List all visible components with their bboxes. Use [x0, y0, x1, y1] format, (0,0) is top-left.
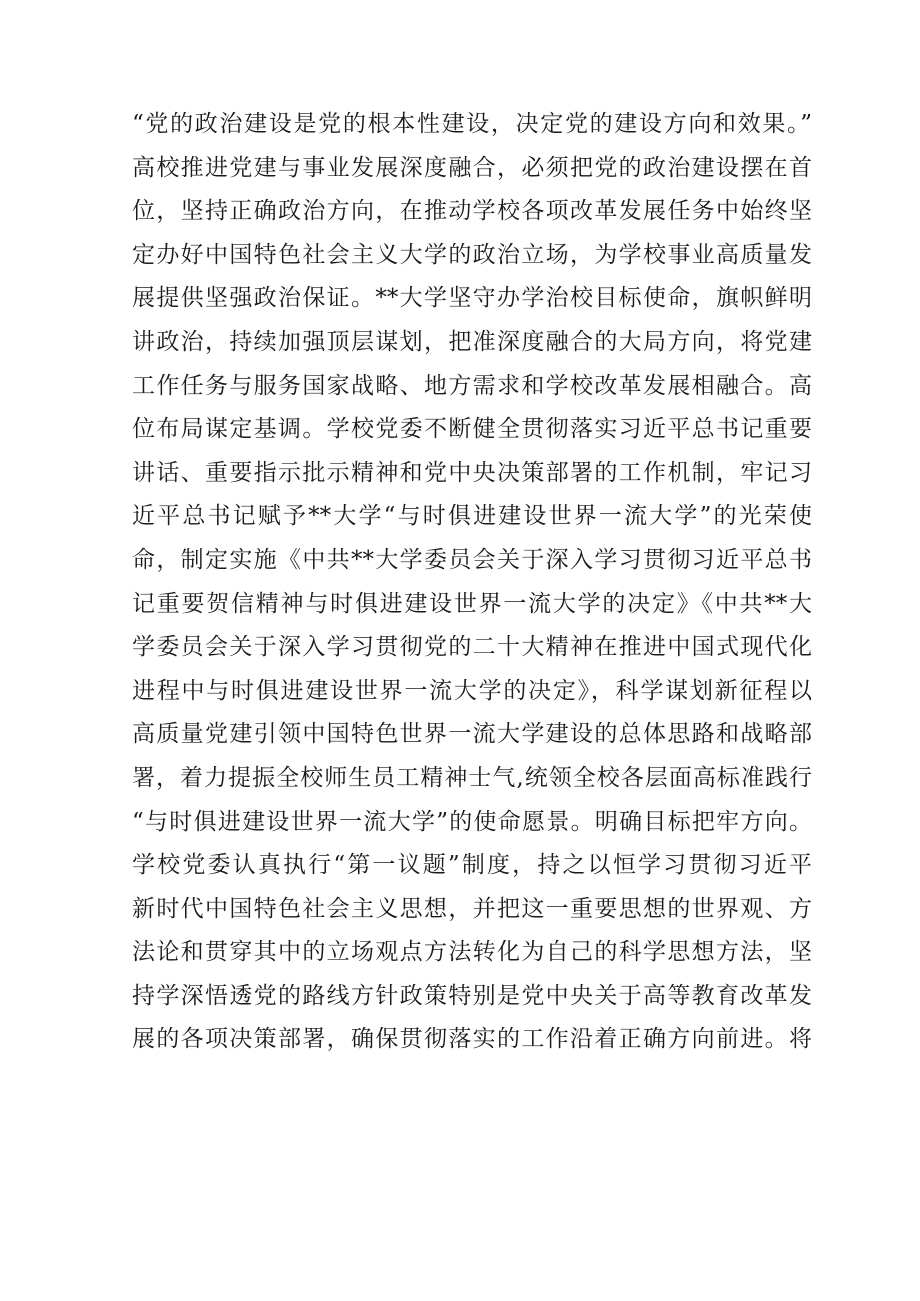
text-line-9: 讲话、重要指示批示精神和党中央决策部署的工作机制，牢记习	[132, 459, 812, 486]
text-line-6: 讲政治，持续加强顶层谋划，把准深度融合的大局方向，将党建	[132, 328, 812, 355]
text-line-5: 展提供坚强政治保证。**大学坚守办学治校目标使命，旗帜鲜明	[132, 285, 812, 312]
text-line-15: 高质量党建引领中国特色世界一流大学建设的总体思路和战略部	[132, 721, 812, 748]
text-line-21: 持学深悟透党的路线方针政策特别是党中央关于高等教育改革发	[132, 982, 812, 1009]
text-line-19: 新时代中国特色社会主义思想，并把这一重要思想的世界观、方	[132, 895, 812, 922]
text-line-14: 进程中与时俱进建设世界一流大学的决定》，科学谋划新征程以	[132, 677, 812, 704]
text-line-10: 近平总书记赋予**大学“与时俱进建设世界一流大学”的光荣使	[132, 503, 812, 530]
text-line-17: “与时俱进建设世界一流大学”的使命愿景。明确目标把牢方向。	[132, 808, 812, 835]
text-line-2: 高校推进党建与事业发展深度融合，必须把党的政治建设摆在首	[132, 154, 812, 181]
text-line-16: 署，着力提振全校师生员工精神士气,统领全校各层面高标准践行	[132, 764, 812, 791]
body-paragraph	[132, 103, 812, 1062]
text-line-18: 学校党委认真执行“第一议题”制度，持之以恒学习贯彻习近平	[132, 852, 812, 879]
text-line-4: 定办好中国特色社会主义大学的政治立场，为学校事业高质量发	[132, 241, 812, 268]
text-line-20: 法论和贯穿其中的立场观点方法转化为自己的科学思想方法，坚	[132, 939, 812, 966]
text-line-11: 命，制定实施《中共**大学委员会关于深入学习贯彻习近平总书	[132, 546, 812, 573]
text-line-13: 学委员会关于深入学习贯彻党的二十大精神在推进中国式现代化	[132, 634, 812, 661]
text-line-7: 工作任务与服务国家战略、地方需求和学校改革发展相融合。高	[132, 372, 812, 399]
text-line-1: “党的政治建设是党的根本性建设，决定党的建设方向和效果。”	[132, 111, 812, 137]
text-line-12: 记重要贺信精神与时俱进建设世界一流大学的决定》《中共**大	[132, 590, 812, 617]
text-line-8: 位布局谋定基调。学校党委不断健全贯彻落实习近平总书记重要	[132, 416, 812, 443]
text-line-3: 位，坚持正确政治方向，在推动学校各项改革发展任务中始终坚	[132, 198, 812, 225]
text-line-22: 展的各项决策部署，确保贯彻落实的工作沿着正确方向前进。将	[132, 1026, 812, 1053]
